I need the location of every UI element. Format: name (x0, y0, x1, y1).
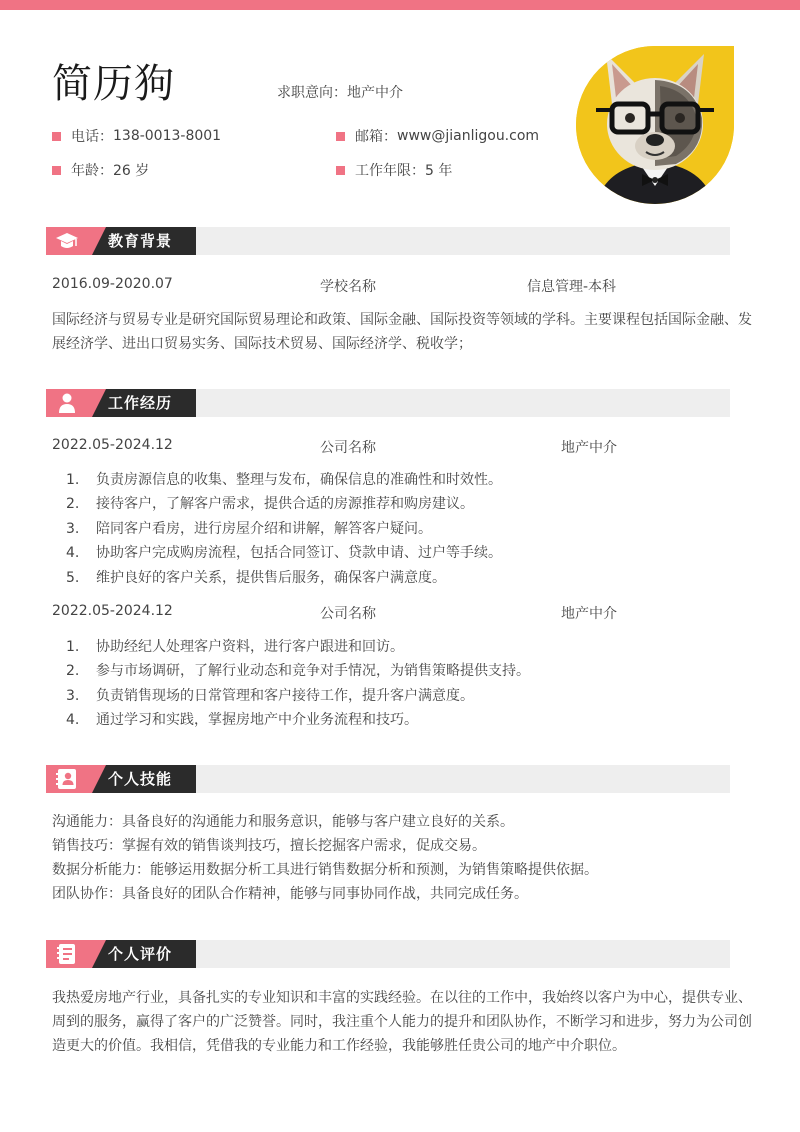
bullet-square-icon (336, 132, 345, 141)
list-item: 3. 负责销售现场的日常管理和客户接待工作，提升客户满意度。 (66, 687, 474, 704)
job-intent (277, 82, 403, 102)
work-section-header (46, 389, 730, 417)
email-info (336, 126, 539, 146)
job-duties-list (66, 635, 746, 733)
job-company: 公司名称 (320, 606, 376, 622)
bullet-square-icon (52, 166, 61, 175)
graduation-cap-icon (55, 230, 79, 252)
age-label: 年龄： (71, 163, 113, 179)
top-accent-bar (0, 0, 800, 10)
skills-list (52, 810, 752, 906)
job-position: 地产中介 (561, 606, 617, 622)
education-major: 信息管理-本科 (527, 279, 617, 295)
list-item: 数据分析能力：能够运用数据分析工具进行销售数据分析和预测，为销售策略提供依据。 (52, 862, 598, 878)
education-section-header (46, 227, 730, 255)
age-info (52, 160, 149, 180)
bullet-square-icon (336, 166, 345, 175)
job-period: 2022.05-2024.12 (52, 437, 173, 453)
list-item: 团队协作：具备良好的团队合作精神，能够与同事协同作战，共同完成任务。 (52, 886, 528, 902)
years-value: 5 年 (425, 163, 453, 179)
years-info (336, 160, 452, 180)
person-icon (55, 392, 79, 414)
evaluation-text: 我热爱房地产行业，具备扎实的专业知识和丰富的实践经验。在以往的工作中，我始终以客户为中心，提供专业、周到的服务，赢得了客户的广泛赞誉。同时，我注重个人能力的提升和团队协作，不断学习和进步，努力为公司创造更大的价值。我相信，凭借我的专业能力和工作经验，我能够胜任贵公司的地产中介职位。 (52, 990, 752, 1054)
job-company: 公司名称 (320, 440, 376, 456)
contact-card-icon (55, 768, 79, 790)
job-intent-value: 地产中介 (347, 85, 403, 101)
section-title: 工作经历 (108, 394, 173, 412)
list-item: 3. 陪同客户看房，进行房屋介绍和讲解，解答客户疑问。 (66, 520, 432, 537)
list-item: 沟通能力：具备良好的沟通能力和服务意识，能够与客户建立良好的关系。 (52, 814, 514, 830)
list-item: 1. 负责房源信息的收集、整理与发布，确保信息的准确性和时效性。 (66, 472, 502, 488)
email-value: www@jianligou.com (397, 128, 540, 144)
list-item: 4. 协助客户完成购房流程，包括合同签订、贷款申请、过户等手续。 (66, 545, 502, 562)
job-duties-list (66, 468, 746, 590)
years-label: 工作年限： (355, 163, 425, 179)
age-value: 26 岁 (113, 163, 150, 179)
notebook-icon (55, 943, 79, 965)
job-intent-label: 求职意向： (277, 85, 347, 101)
section-title: 教育背景 (108, 232, 173, 250)
section-title: 个人技能 (108, 770, 173, 788)
section-title: 个人评价 (108, 945, 173, 963)
job-position: 地产中介 (561, 440, 617, 456)
candidate-name: 简历狗 (52, 61, 175, 107)
phone-info (52, 126, 221, 146)
email-label: 邮箱： (355, 129, 397, 145)
bulldog-avatar-icon (576, 46, 734, 204)
list-item: 2. 参与市场调研，了解行业动态和竞争对手情况，为销售策略提供支持。 (66, 663, 530, 680)
education-school: 学校名称 (320, 279, 376, 295)
evaluation-section-header (46, 940, 730, 968)
skills-section-header (46, 765, 730, 793)
list-item: 2. 接待客户，了解客户需求，提供合适的房源推荐和购房建议。 (66, 496, 474, 513)
list-item: 4. 通过学习和实践，掌握房地产中介业务流程和技巧。 (66, 712, 418, 729)
list-item: 销售技巧：掌握有效的销售谈判技巧，擅长挖掘客户需求，促成交易。 (52, 838, 486, 854)
phone-value: 138-0013-8001 (113, 128, 222, 144)
bullet-square-icon (52, 132, 61, 141)
avatar (576, 46, 734, 204)
phone-label: 电话： (71, 129, 113, 145)
list-item: 1. 协助经纪人处理客户资料，进行客户跟进和回访。 (66, 639, 404, 655)
list-item: 5. 维护良好的客户关系，提供售后服务，确保客户满意度。 (66, 569, 446, 586)
education-description: 国际经济与贸易专业是研究国际贸易理论和政策、国际金融、国际投资等领域的学科。主要课程包括国际金融、发展经济学、进出口贸易实务、国际技术贸易、国际经济学、税收学； (52, 312, 752, 352)
job-period: 2022.05-2024.12 (52, 603, 173, 619)
education-period: 2016.09-2020.07 (52, 276, 173, 292)
